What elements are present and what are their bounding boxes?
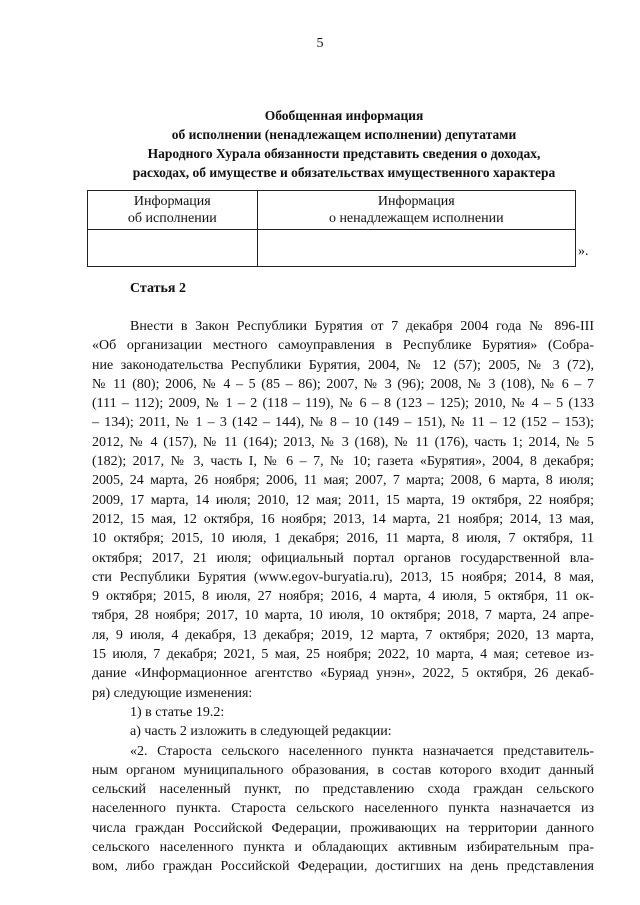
info-table bbox=[87, 190, 576, 267]
heading-line: расходах, об имуществе и обязательствах имущественного характера bbox=[132, 165, 556, 180]
body-line: ние законодательства Республики Бурятия, 2004, № 12 (57); 2005, № 3 (72), bbox=[92, 357, 594, 373]
body-line: ря) следующие изменения: bbox=[92, 685, 253, 701]
body-line: населенного пункта. Староста сельского населенного пункта назначается из bbox=[92, 801, 594, 817]
document-heading bbox=[100, 106, 588, 182]
table-row bbox=[88, 230, 576, 267]
body-line: «Об организации местного самоуправления в Республике Бурятия» (Собра- bbox=[92, 338, 594, 354]
body-line: вом, либо граждан Российской Федерации, достигших на день представления bbox=[92, 859, 594, 875]
heading-line: об исполнении (ненадлежащем исполнении) депутатами bbox=[171, 127, 517, 142]
body-line: а) часть 2 изложить в следующей редакции: bbox=[130, 724, 392, 740]
heading-line: Народного Хурала обязанности представить сведения о доходах, bbox=[147, 146, 541, 161]
table-cell bbox=[257, 230, 575, 267]
body-line: ля, 9 июля, 4 декабря, 13 декабря; 2019, 12 марта, 7 октября; 2020, 13 марта, bbox=[92, 627, 594, 643]
article-title: Статья 2 bbox=[130, 281, 186, 296]
body-line: числа граждан Российской Федерации, проживающих на территории данного bbox=[92, 820, 594, 836]
body-line: 2012, № 4 (157), № 11 (164); 2013, № 3 (168), № 11 (176), часть 1; 2014, № 5 bbox=[92, 434, 594, 450]
body-line: сельского населенного пункта и обладающих активным избирательным пра- bbox=[92, 840, 594, 856]
page-number: 5 bbox=[316, 36, 324, 51]
body-line: сельский населенный пункт, по представлению схода граждан сельского bbox=[92, 782, 594, 798]
closing-quote: ». bbox=[578, 244, 589, 259]
body-line: сти Республики Бурятия (www.egov-buryatia.ru), 2013, 15 ноября; 2014, 8 мая, bbox=[92, 569, 594, 585]
body-line: 2005, 24 марта, 26 ноября; 2006, 11 мая; 2007, 7 марта; 2008, 6 марта, 8 июля; bbox=[92, 473, 594, 489]
body-line: 1) в статье 19.2: bbox=[130, 704, 225, 720]
body-line: 15 июля, 7 декабря; 2021, 5 мая, 25 ноября; 2022, 10 марта, 4 мая; сетевое из- bbox=[92, 647, 594, 663]
body-line: 2009, 17 марта, 14 июля; 2010, 12 мая; 2011, 15 марта, 19 октября, 22 ноября; bbox=[92, 492, 594, 508]
table-header-cell-execution: Информация об исполнении bbox=[88, 191, 258, 230]
body-line: 2012, 15 мая, 12 октября, 16 ноября; 2013, 14 марта, 21 ноября; 2014, 13 мая, bbox=[92, 511, 594, 527]
article-body bbox=[92, 317, 594, 877]
table-cell bbox=[88, 230, 258, 267]
table-header-cell-improper-execution: Информация о ненадлежащем исполнении bbox=[257, 191, 575, 230]
body-line: № 11 (80); 2006, № 4 – 5 (85 – 86); 2007, № 3 (96); 2008, № 3 (108), № 6 – 7 bbox=[92, 376, 594, 392]
heading-line: Обобщенная информация bbox=[264, 108, 424, 123]
body-line: октября; 2017, 21 июля; официальный портал органов государственной вла- bbox=[92, 550, 594, 566]
body-line: «2. Староста сельского населенного пункта назначается представитель- bbox=[130, 743, 594, 759]
body-line: (111 – 112); 2009, № 1 – 2 (118 – 119), № 6 – 8 (123 – 125); 2010, № 4 – 5 (133 bbox=[92, 396, 594, 412]
table-header-row bbox=[88, 191, 576, 230]
body-line: (182); 2017, № 3, часть I, № 6 – 7, № 10; газета «Бурятия», 2004, 8 декабря; bbox=[92, 454, 594, 470]
body-line: 10 октября; 2015, 10 июля, 1 декабря; 2016, 11 марта, 8 июля, 7 октября, 11 bbox=[92, 531, 594, 547]
body-line: ным органом муниципального образования, в состав которого входит данный bbox=[92, 762, 594, 778]
body-line: 9 октября; 2015, 8 июля, 27 ноября; 2016, 4 марта, 4 июля, 5 октября, 11 ок- bbox=[92, 589, 594, 605]
body-line: тября, 28 ноября; 2017, 10 марта, 10 июля, 10 октября; 2018, 7 марта, 24 апре- bbox=[92, 608, 594, 624]
body-line: – 134); 2011, № 1 – 3 (142 – 144), № 8 – 10 (149 – 151), № 11 – 12 (152 – 153); bbox=[92, 415, 594, 431]
body-line: дание «Информационное агентство «Буряад унэн», 2022, 5 октября, 26 декаб- bbox=[92, 666, 594, 682]
body-line: Внести в Закон Республики Бурятия от 7 декабря 2004 года № 896-III bbox=[130, 319, 594, 334]
